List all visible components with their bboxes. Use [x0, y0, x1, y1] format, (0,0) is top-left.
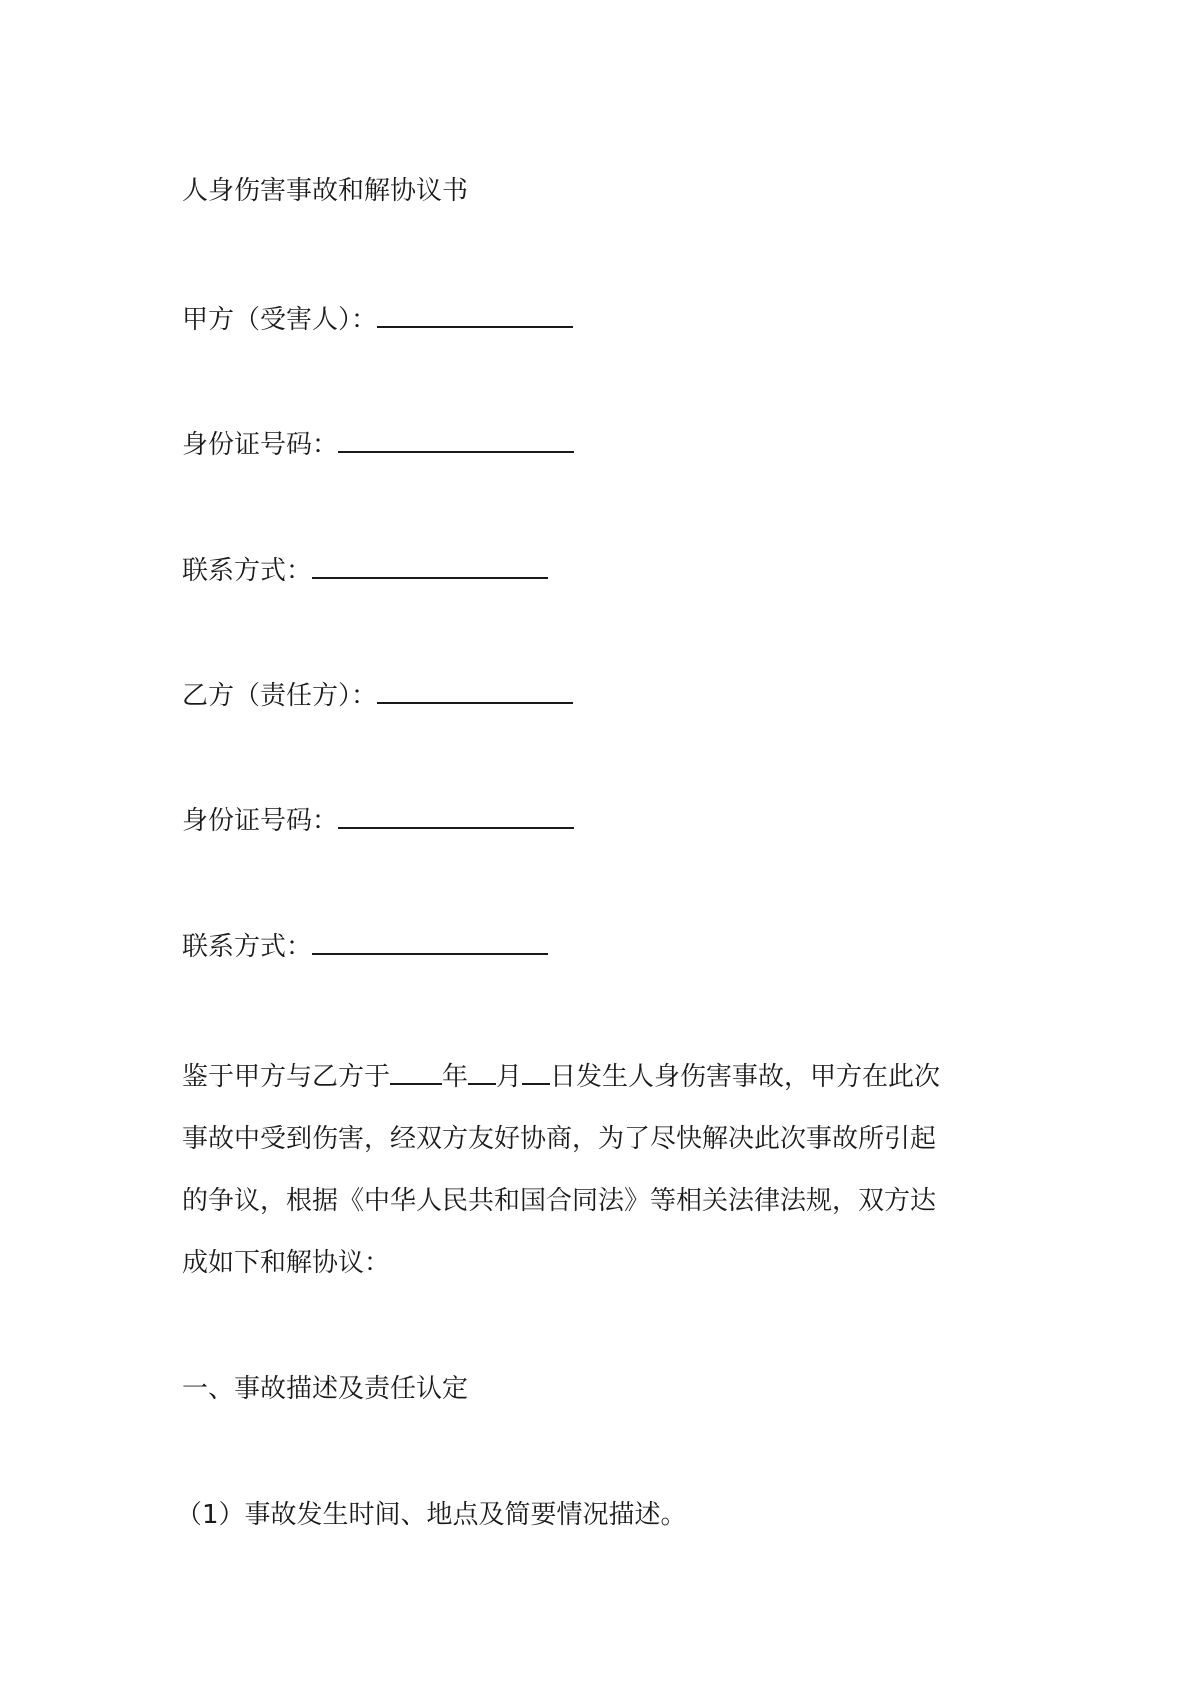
preamble-paragraph	[182, 1046, 1022, 1294]
party-b-contact-line	[182, 929, 548, 963]
party-b-name-blank[interactable]	[377, 678, 573, 704]
party-a-line	[182, 302, 573, 336]
party-b-id-line	[182, 803, 574, 837]
preamble-row-2: 事故中受到伤害，经双方友好协商，为了尽快解决此次事故所引起	[182, 1124, 937, 1154]
party-b-id-blank[interactable]	[338, 803, 574, 829]
party-a-name-blank[interactable]	[377, 302, 573, 328]
preamble-row-4: 成如下和解协议：	[182, 1248, 391, 1278]
party-a-contact-label: 联系方式：	[182, 556, 313, 586]
preamble-row-1: 鉴于甲方与乙方于 年 月 日发生人身伤害事故，甲方在此次	[182, 1046, 1022, 1108]
party-a-id-line	[182, 427, 574, 461]
party-b-contact-blank[interactable]	[312, 929, 548, 955]
party-a-id-blank[interactable]	[338, 427, 574, 453]
party-a-contact-line	[182, 553, 548, 587]
preamble-row-3: 的争议，根据《中华人民共和国合同法》等相关法律法规，双方达	[182, 1186, 937, 1216]
party-b-id-label: 身份证号码：	[182, 806, 339, 836]
section-1-heading: 一、事故描述及责任认定	[182, 1374, 469, 1404]
month-blank[interactable]	[468, 1059, 496, 1085]
party-a-contact-blank[interactable]	[312, 553, 548, 579]
day-blank[interactable]	[522, 1059, 550, 1085]
section-1-item-1: （1）事故发生时间、地点及简要情况描述。	[176, 1500, 687, 1530]
year-blank[interactable]	[390, 1059, 442, 1085]
party-a-id-label: 身份证号码：	[182, 430, 339, 460]
document-title: 人身伤害事故和解协议书	[182, 176, 469, 206]
party-b-contact-label: 联系方式：	[182, 932, 313, 962]
party-b-line	[182, 678, 573, 712]
party-a-label: 甲方（受害人）：	[182, 305, 378, 335]
party-b-label: 乙方（责任方）：	[182, 681, 378, 711]
